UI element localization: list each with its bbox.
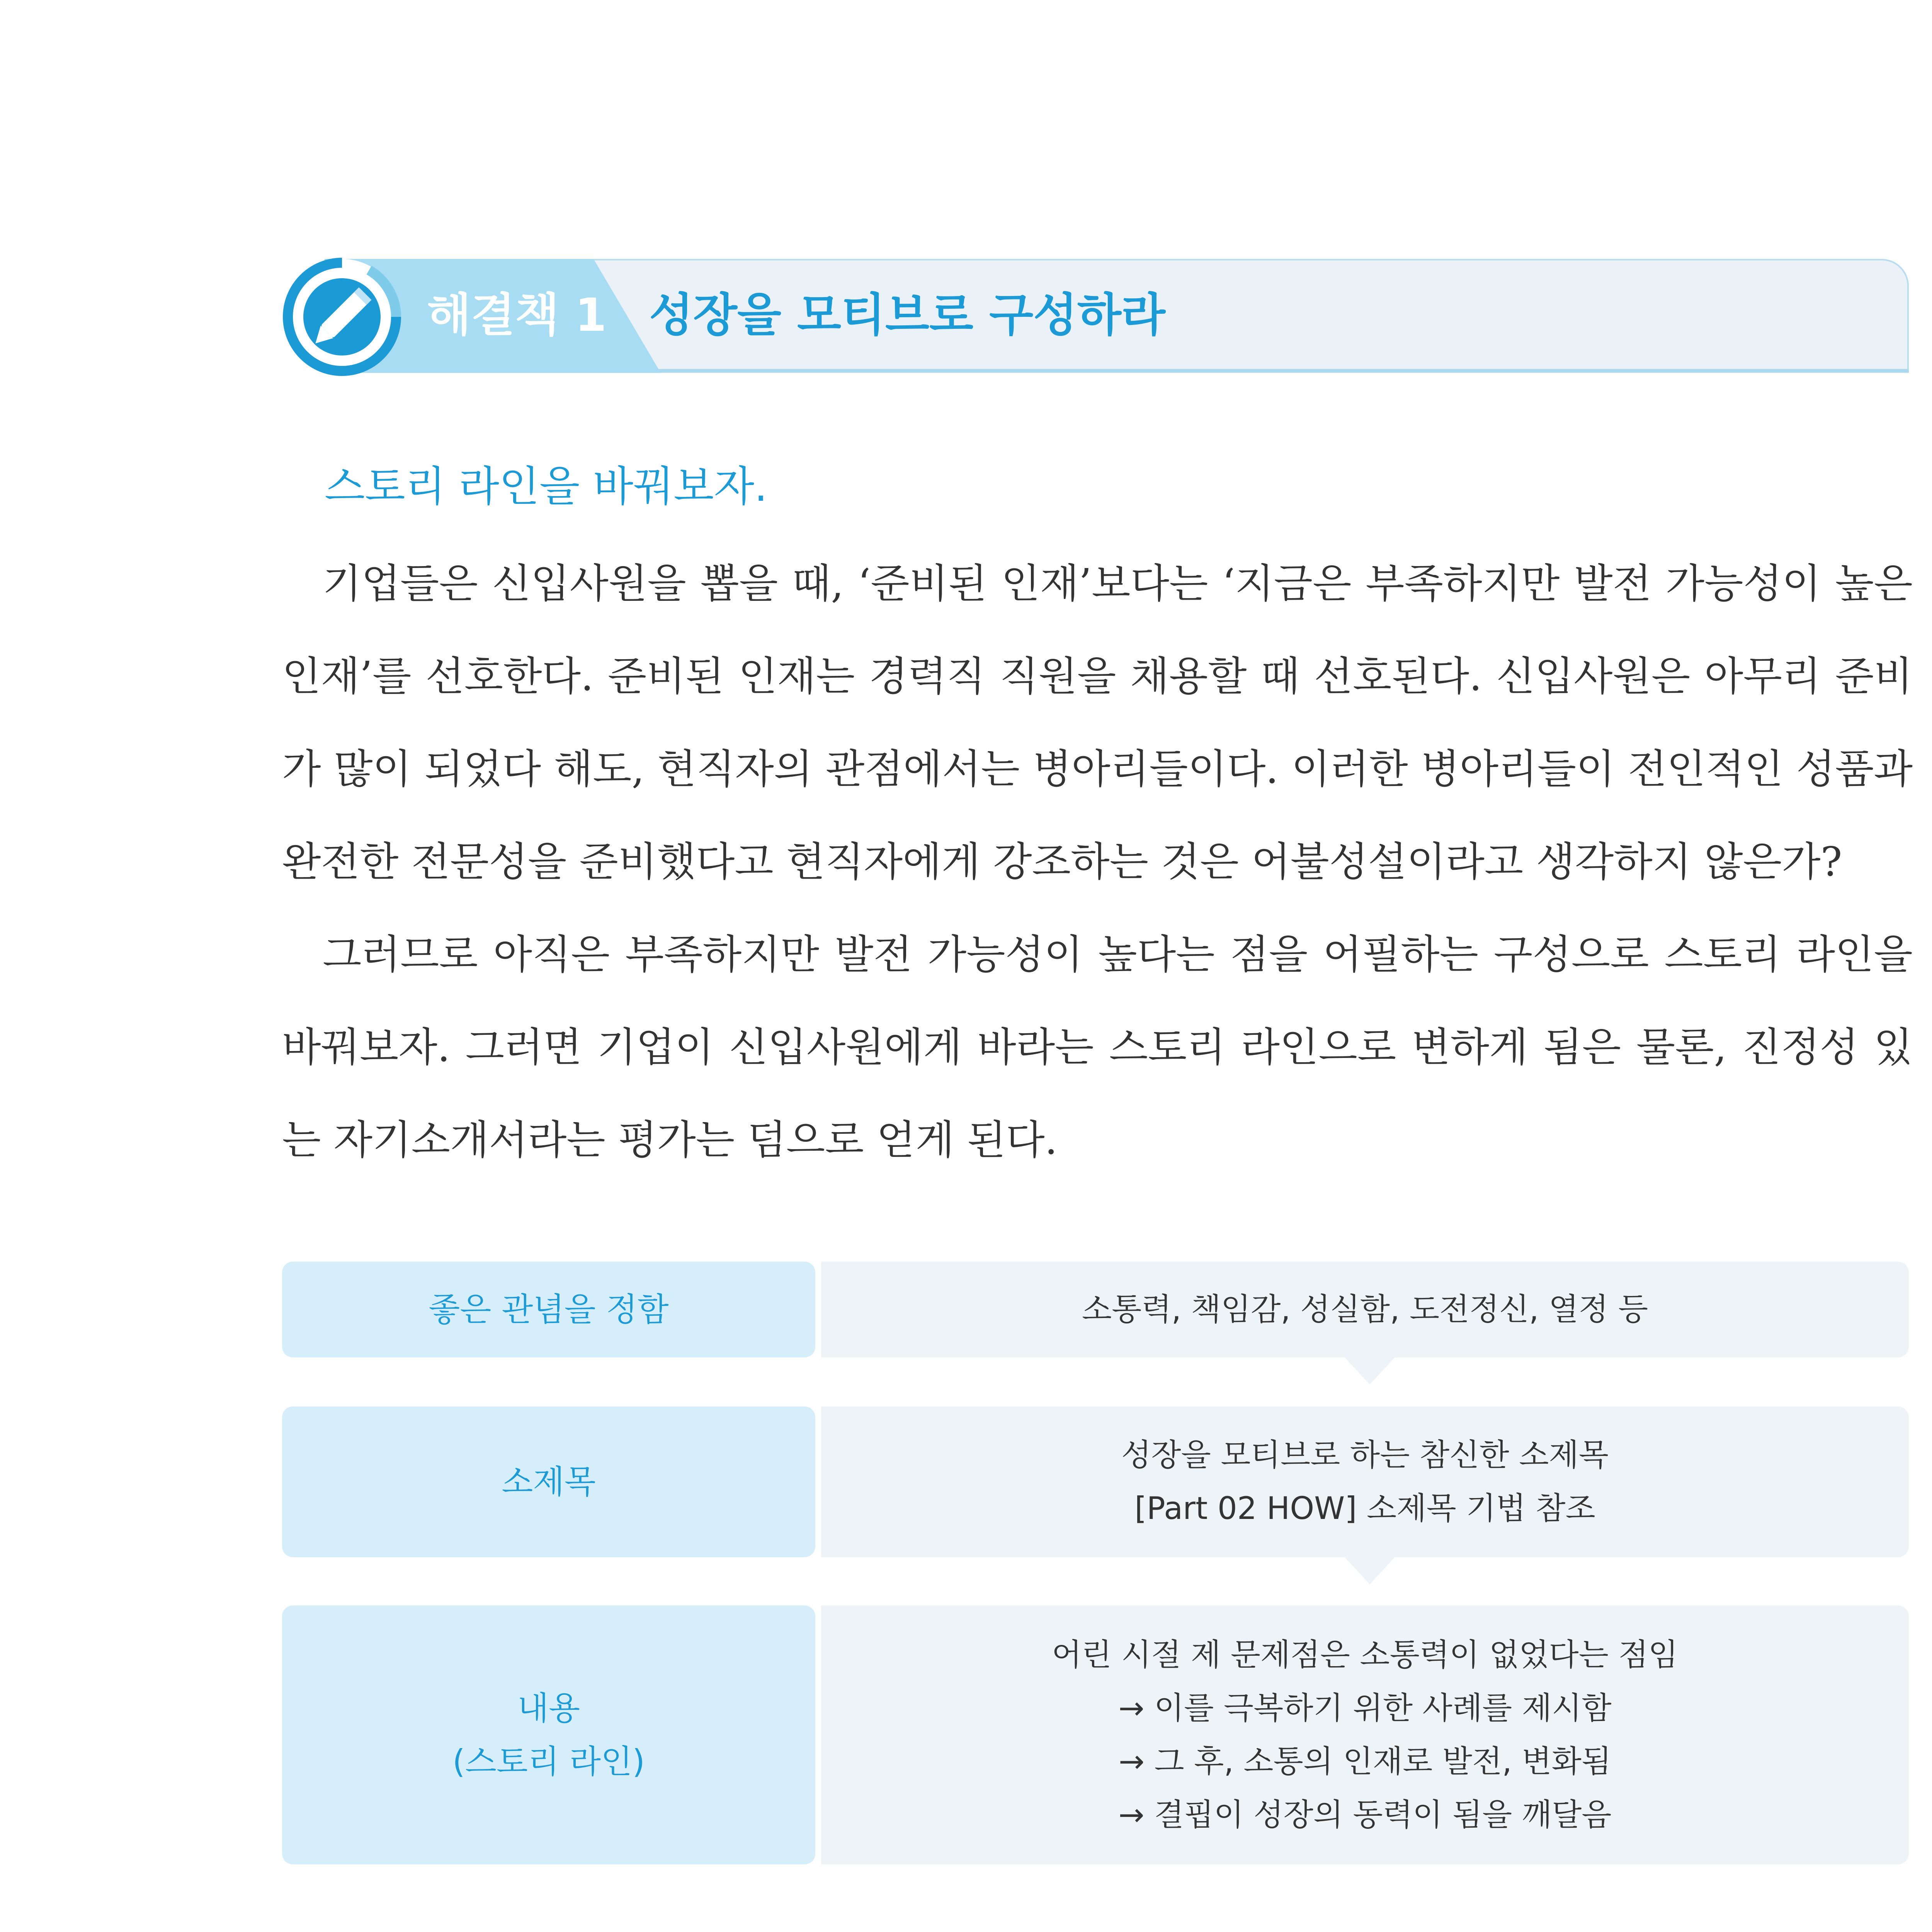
table-label-cell xyxy=(282,1262,815,1357)
table-content-line: 성장을 모티브로 하는 참신한 소제목 xyxy=(1121,1437,1609,1473)
table-content-line: → 이를 극복하기 위한 사례를 제시함 xyxy=(1118,1690,1612,1726)
table-content-line: 어린 시절 제 문제점은 소통력이 없었다는 점임 xyxy=(1052,1637,1678,1673)
banner-number-label: 해결책 1 xyxy=(427,288,607,342)
closing-paragraph xyxy=(282,1913,1913,1932)
table-content-line: [Part 02 HOW] 소제목 기법 참조 xyxy=(1134,1490,1595,1526)
table-label: (스토리 라인) xyxy=(452,1743,645,1781)
table-content-line: 소통력, 책임감, 성실함, 도전정신, 열정 등 xyxy=(1082,1291,1648,1327)
table-content-line: → 그 후, 소통의 인재로 발전, 변화됨 xyxy=(1118,1743,1612,1779)
table-row xyxy=(282,1406,1909,1557)
paragraph: 그러므로 아직은 부족하지만 발전 가능성이 높다는 점을 어필하는 구성으로 스토리 라인을 바꿔보자. 그러면 기업이 신입사원에게 바라는 스토리 라인으로 변하게 됨은 물론, 진정성 있는 자기소개서라는 평가는 덤으로 얻게 된다. xyxy=(282,931,1913,1163)
flow-arrow-icon xyxy=(1345,1357,1395,1384)
table-row xyxy=(282,1262,1909,1357)
table-content-cell xyxy=(821,1605,1909,1864)
subheading: 스토리 라인을 바꿔보자. xyxy=(325,463,768,511)
banner-title: 성장을 모티브로 구성하라 xyxy=(649,288,1166,342)
table-label: 내용 xyxy=(517,1689,580,1727)
table-row xyxy=(282,1605,1909,1864)
paragraph: 기업들은 신입사원을 뽑을 때, ‘준비된 인재’보다는 ‘지금은 부족하지만 발전 가능성이 높은 인재’를 선호한다. 준비된 인재는 경력직 직원을 채용할 때 선호된다. 신입사원은 아무리 준비가 많이 되었다 해도, 현직자의 관점에서는 병아리들이다. 이러한 병아리들이 전인적인 성품과 완전한 전문성을 준비했다고 현직자에게 강조하는 것은 어불성설이라고 생각하지 않은가? xyxy=(282,560,1913,885)
table-label-cell xyxy=(282,1406,815,1557)
table-content-cell xyxy=(821,1262,1909,1357)
table-content-line: → 결핍이 성장의 동력이 됨을 깨달음 xyxy=(1118,1797,1612,1833)
pen-icon xyxy=(278,253,406,381)
table-label: 좋은 관념을 정함 xyxy=(429,1291,669,1328)
table-label: 소제목 xyxy=(502,1463,596,1501)
table-content-cell xyxy=(821,1406,1909,1557)
table-label-cell xyxy=(282,1605,815,1864)
flow-arrow-icon xyxy=(1345,1557,1395,1584)
